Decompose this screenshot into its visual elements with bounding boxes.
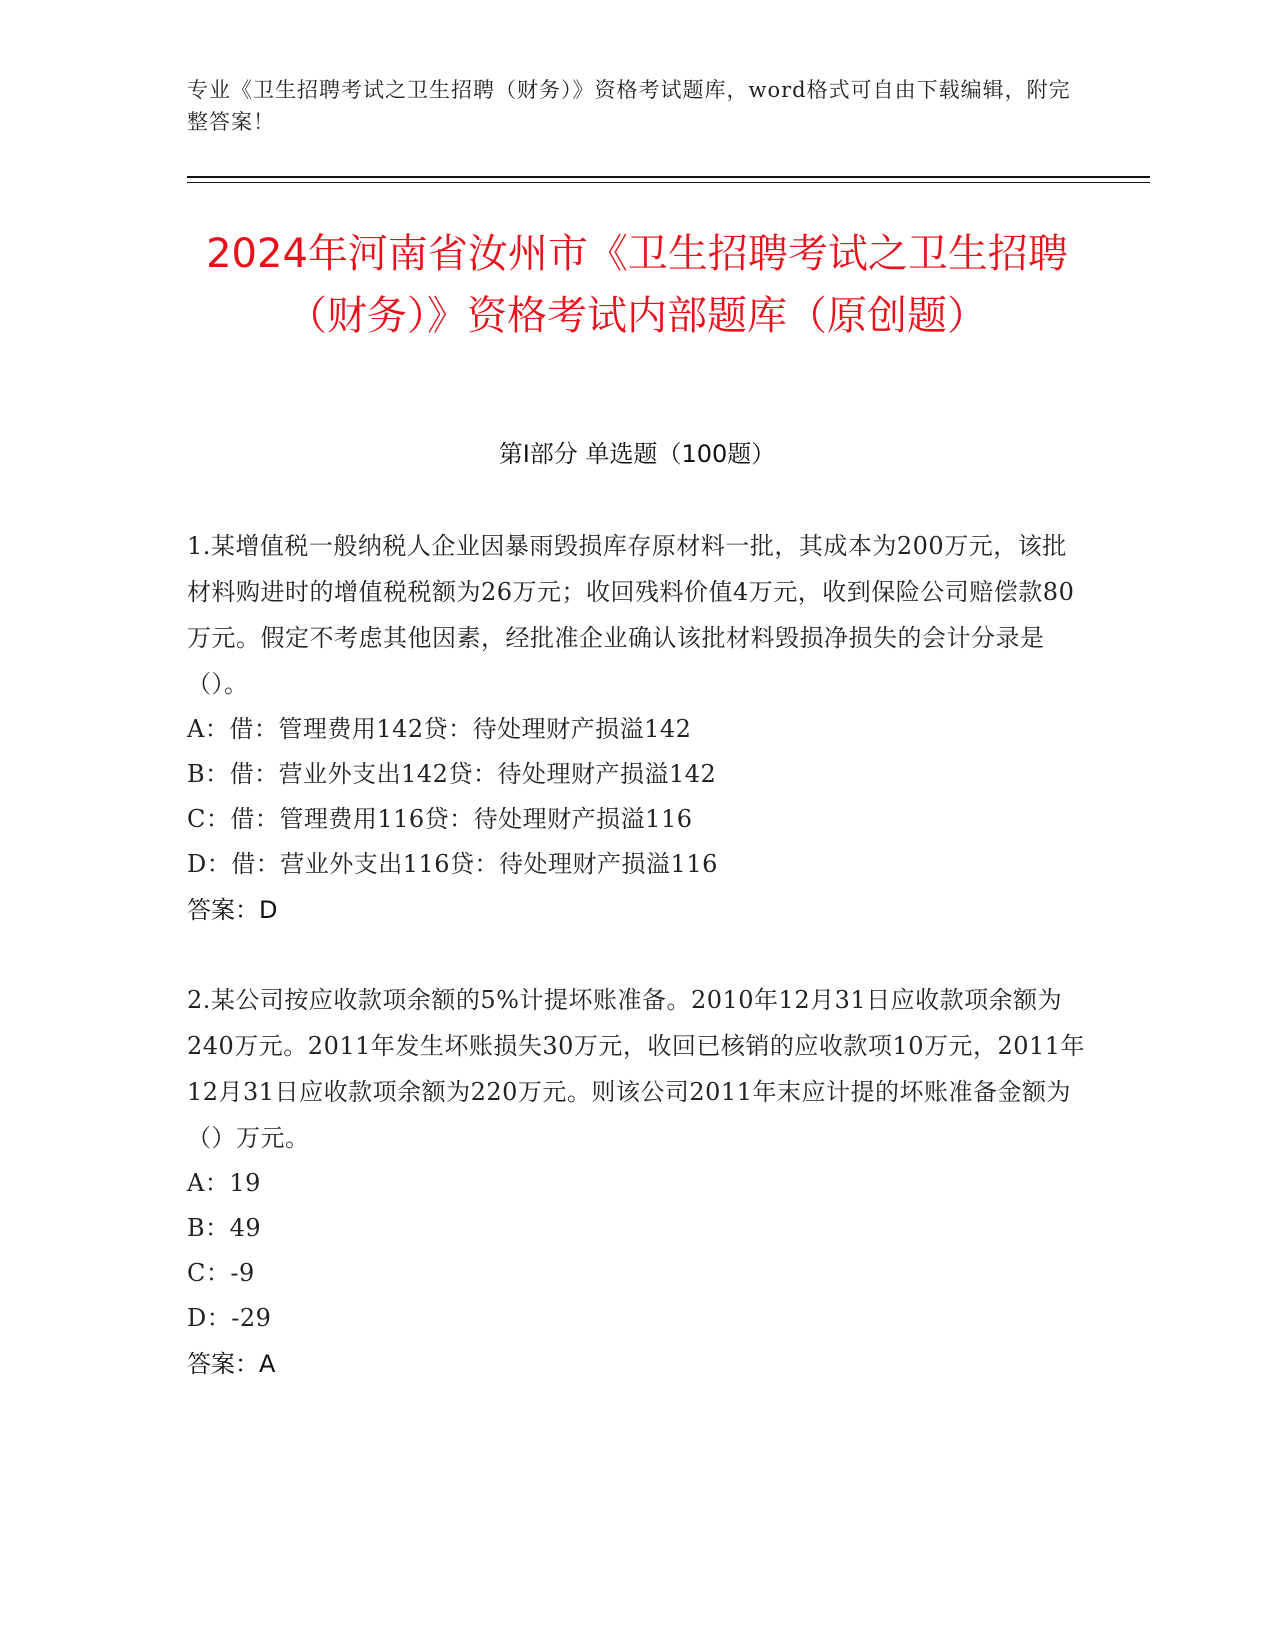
question-2	[187, 977, 1087, 1387]
document-title: 2024年河南省汝州市《卫生招聘考试之卫生招聘（财务）》资格考试内部题库（原创题）	[206, 231, 1068, 339]
answer: 答案：D	[187, 896, 278, 924]
option-a: A：19	[187, 1169, 261, 1197]
option-c: C：-9	[187, 1259, 255, 1287]
option-b: B：借：营业外支出142贷：待处理财产损溢142	[187, 760, 717, 788]
option-d: D：借：营业外支出116贷：待处理财产损溢116	[187, 850, 718, 878]
header-note: 专业《卫生招聘考试之卫生招聘（财务）》资格考试题库，word格式可自由下载编辑，附完整答案！	[187, 78, 1071, 134]
question-stem: 1.某增值税一般纳税人企业因暴雨毁损库存原材料一批，其成本为200万元，该批材料购进时的增值税税额为26万元；收回残料价值4万元，收到保险公司赔偿款80万元。假定不考虑其他因素，经批准企业确认该批材料毁损净损失的会计分录是（）。	[187, 532, 1075, 698]
question-1	[187, 523, 1087, 933]
option-c: C：借：管理费用116贷：待处理财产损溢116	[187, 805, 693, 833]
option-a: A：借：管理费用142贷：待处理财产损溢142	[187, 715, 692, 743]
answer: 答案：A	[187, 1350, 276, 1378]
header-rule-thin	[187, 182, 1150, 183]
question-stem: 2.某公司按应收款项余额的5%计提坏账准备。2010年12月31日应收款项余额为240万元。2011年发生坏账损失30万元，收回已核销的应收款项10万元，2011年12月31日应收款项余额为220万元。则该公司2011年末应计提的坏账准备金额为（）万元。	[187, 986, 1086, 1152]
option-d: D：-29	[187, 1304, 272, 1332]
header-rule-thick	[187, 176, 1150, 178]
option-b: B：49	[187, 1214, 262, 1242]
section-heading: 第I部分 单选题（100题）	[498, 440, 776, 468]
